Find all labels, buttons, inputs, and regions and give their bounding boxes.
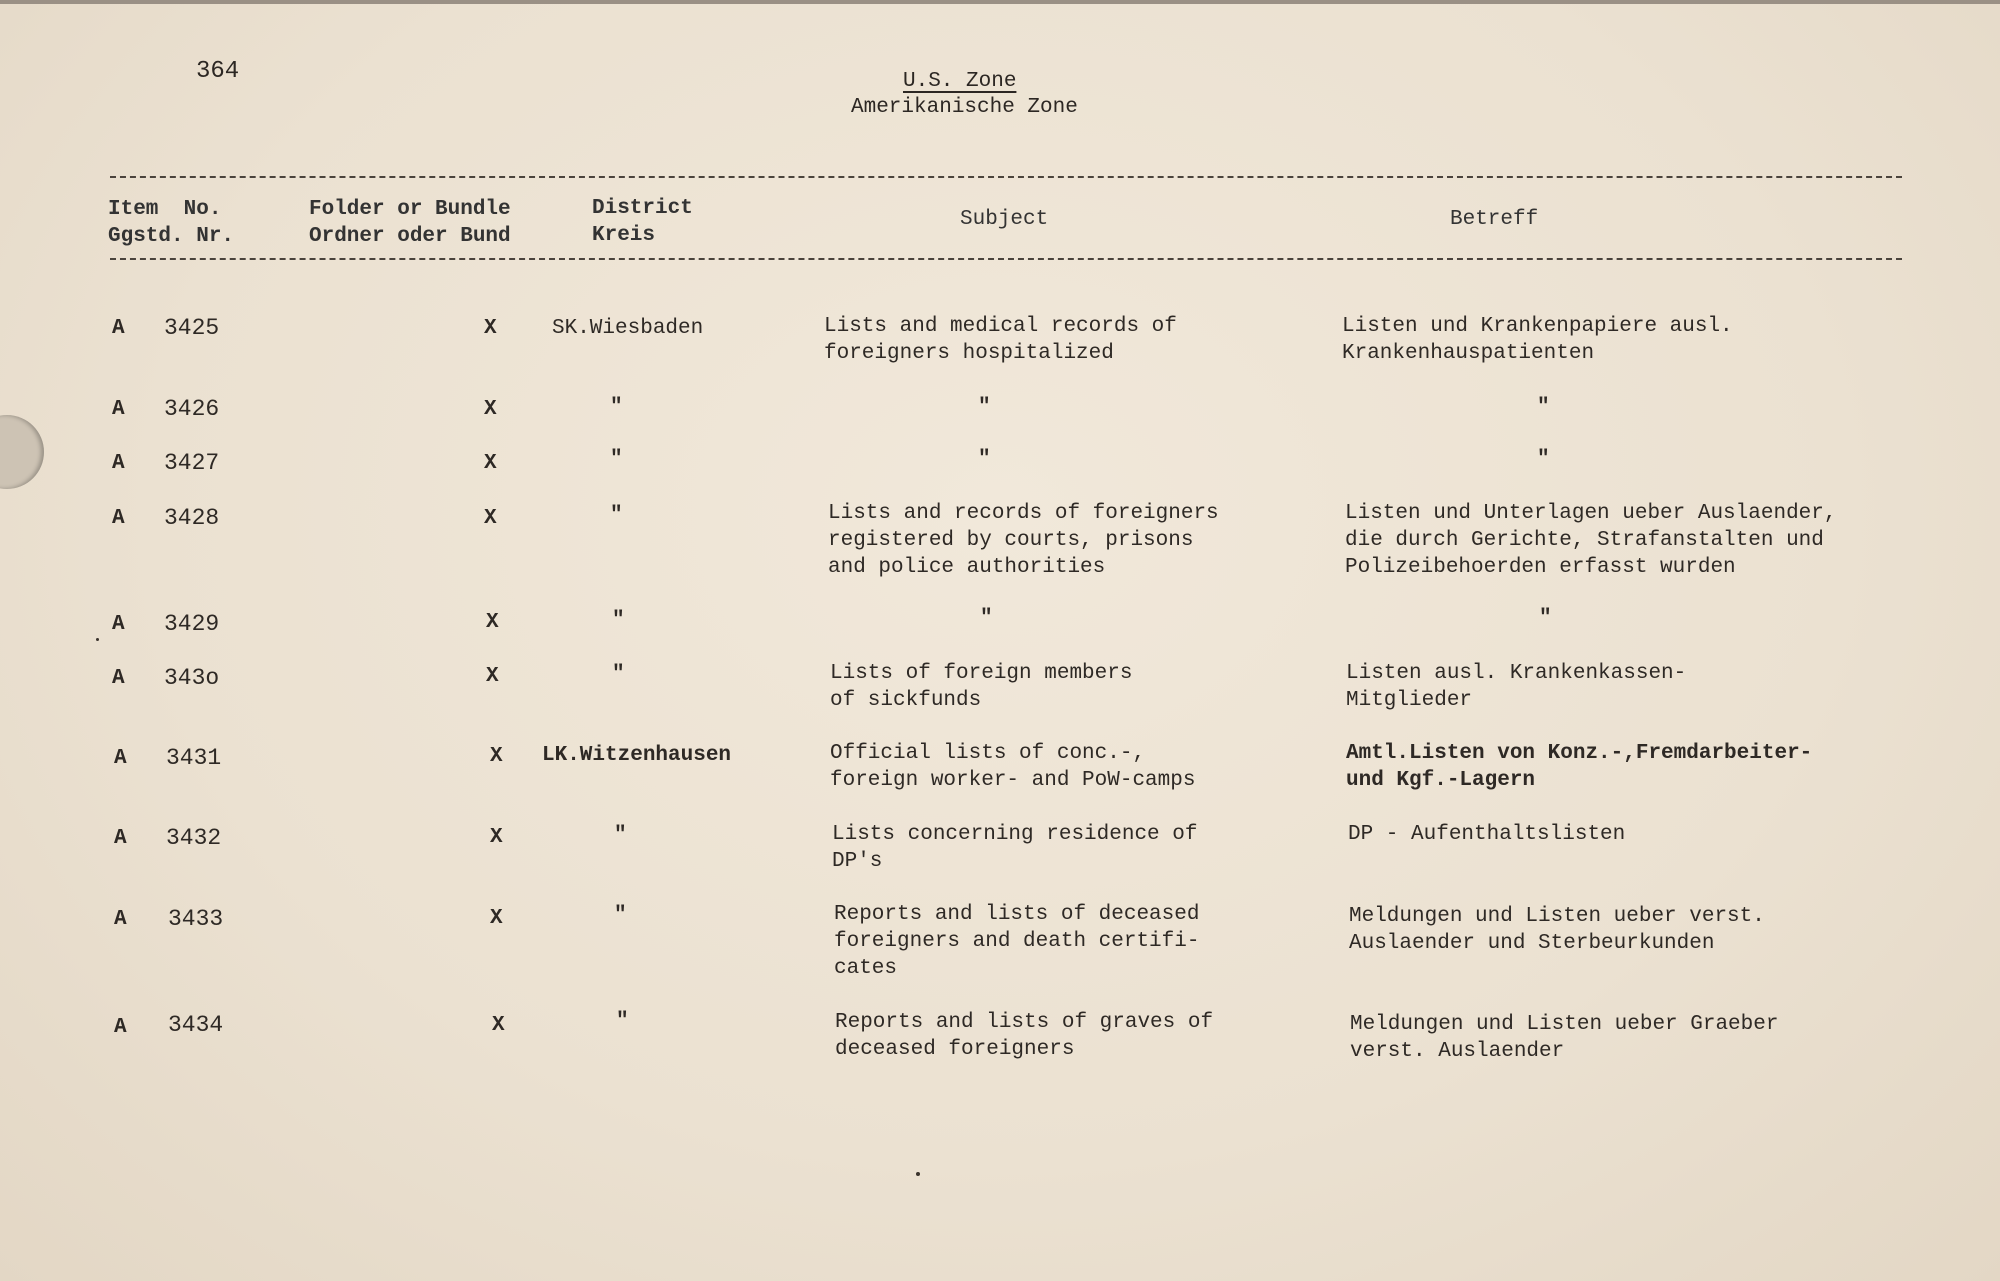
row-item: A <box>112 317 125 340</box>
zone-subtitle: Amerikanische Zone <box>851 96 1078 119</box>
row-betreff: Meldungen und Listen ueber Graeber verst. Auslaender <box>1350 1013 1779 1063</box>
row-subject: Lists concerning residence of DP's <box>832 823 1198 873</box>
row-no: 3428 <box>164 505 220 531</box>
row-folder: X <box>484 398 497 421</box>
page-number: 364 <box>196 58 240 85</box>
paper-speck <box>916 1172 920 1176</box>
row-district: " <box>610 448 623 471</box>
row-district: " <box>610 396 623 419</box>
header-rule-bottom <box>110 258 1902 260</box>
row-item: A <box>112 452 125 475</box>
row-folder: X <box>490 745 503 768</box>
header-item-no <box>108 196 234 250</box>
row-betreff: " <box>1539 607 1552 630</box>
row-no: 3425 <box>164 315 220 341</box>
row-district: " <box>612 609 625 632</box>
header-folder-de: Ordner oder Bund <box>309 225 511 248</box>
row-district: SK.Wiesbaden <box>552 317 704 340</box>
row-item: A <box>112 613 125 636</box>
row-district: " <box>612 663 625 686</box>
row-no: 3427 <box>164 450 220 476</box>
row-folder: X <box>486 665 499 688</box>
header-district-de: Kreis <box>592 224 656 247</box>
row-subject: Lists and medical records of foreigners hospitalized <box>824 315 1177 365</box>
row-no: 343o <box>164 665 220 691</box>
row-subject: Official lists of conc.-, foreign worker- and PoW-camps <box>830 742 1196 792</box>
row-subject: Lists and records of foreigners registered by courts, prisons and police authorities <box>828 502 1219 579</box>
row-betreff: Listen und Unterlagen ueber Auslaender, die durch Gerichte, Strafanstalten und Polizeibehoerden erfasst wurden <box>1345 502 1837 579</box>
header-subject: Subject <box>960 208 1049 231</box>
row-item: A <box>114 747 127 770</box>
row-subject: Reports and lists of deceased foreigners and death certifi- cates <box>834 903 1200 980</box>
header-folder-en: Folder or Bundle <box>309 198 511 221</box>
row-district: " <box>616 1010 629 1033</box>
row-betreff: Meldungen und Listen ueber verst. Auslaender und Sterbeurkunden <box>1349 905 1765 955</box>
header-item-no-de: Ggstd. Nr. <box>108 225 235 248</box>
row-folder: X <box>492 1014 505 1037</box>
row-folder: X <box>490 907 503 930</box>
header-rule-top <box>110 176 1902 178</box>
row-betreff: " <box>1537 396 1550 419</box>
row-item: A <box>112 507 125 530</box>
row-subject: " <box>978 448 991 471</box>
row-no: 3426 <box>164 396 220 422</box>
row-betreff: DP - Aufenthaltslisten <box>1348 823 1626 846</box>
header-district <box>592 195 693 249</box>
row-betreff: Listen und Krankenpapiere ausl. Krankenhauspatienten <box>1342 315 1733 365</box>
row-betreff: Listen ausl. Krankenkassen- Mitglieder <box>1346 662 1687 712</box>
row-folder: X <box>486 611 499 634</box>
paper-speck <box>96 638 99 641</box>
row-district: LK.Witzenhausen <box>542 744 732 767</box>
header-item-no-en: Item No. <box>108 198 222 221</box>
row-district: " <box>614 824 627 847</box>
row-betreff: Amtl.Listen von Konz.-,Fremdarbeiter- und Kgf.-Lagern <box>1346 742 1813 792</box>
row-no: 3431 <box>166 745 222 771</box>
zone-title: U.S. Zone <box>903 70 1017 93</box>
binder-tab <box>0 415 44 489</box>
row-item: A <box>112 667 125 690</box>
row-folder: X <box>484 507 497 530</box>
row-folder: X <box>484 452 497 475</box>
row-subject: " <box>980 607 993 630</box>
header-betreff: Betreff <box>1450 208 1539 231</box>
row-item: A <box>114 827 127 850</box>
page-top-edge <box>0 0 2000 4</box>
row-district: " <box>614 904 627 927</box>
row-district: " <box>610 504 623 527</box>
row-subject: " <box>978 396 991 419</box>
row-subject: Lists of foreign members of sickfunds <box>830 662 1133 712</box>
row-no: 3429 <box>164 611 220 637</box>
row-folder: X <box>484 317 497 340</box>
row-item: A <box>114 1016 127 1039</box>
row-subject: Reports and lists of graves of deceased foreigners <box>835 1011 1214 1061</box>
row-betreff: " <box>1537 448 1550 471</box>
header-folder <box>309 196 511 250</box>
row-no: 3432 <box>166 825 222 851</box>
row-item: A <box>114 908 127 931</box>
header-district-en: District <box>592 197 693 220</box>
row-no: 3434 <box>168 1012 224 1038</box>
row-no: 3433 <box>168 906 224 932</box>
row-item: A <box>112 398 125 421</box>
row-folder: X <box>490 826 503 849</box>
